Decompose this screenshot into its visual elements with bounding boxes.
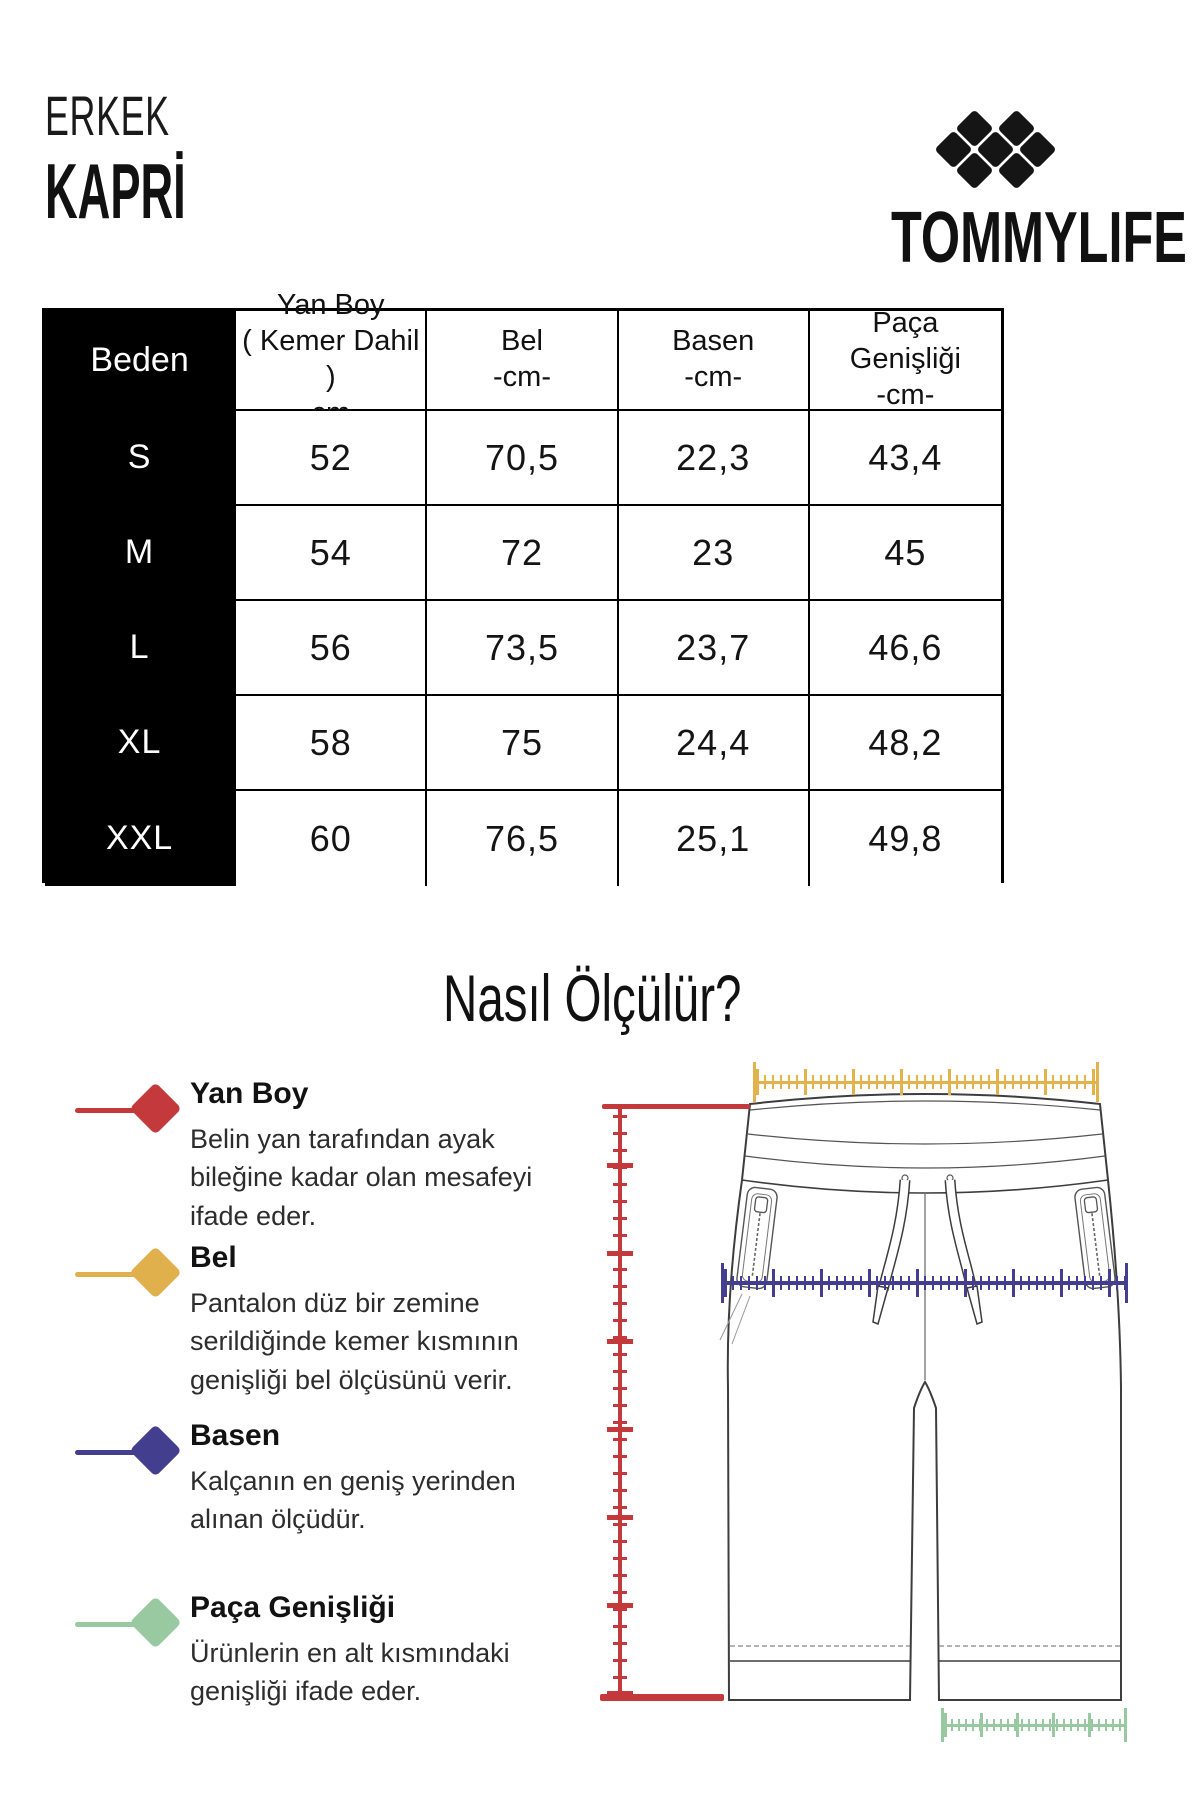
col-subtitle: ( Kemer Dahil ) <box>242 325 420 393</box>
size-cell <box>45 506 236 601</box>
diamond-grid-icon <box>935 110 1057 190</box>
value-cell <box>810 696 1001 791</box>
col-subtitle: Genişliği <box>849 343 961 376</box>
value-cell <box>427 696 618 791</box>
value-cell <box>427 411 618 506</box>
legend-item-yan-boy <box>75 1076 535 1235</box>
size-label: S <box>127 438 152 476</box>
value-cell <box>810 791 1001 886</box>
basen-value: 23 <box>692 531 735 573</box>
legend-item-bel <box>75 1240 535 1399</box>
ruler-yan-boy-top-line <box>602 1104 750 1109</box>
size-label: L <box>129 628 150 666</box>
value-cell <box>427 601 618 696</box>
legend-name: Yan Boy <box>190 1077 309 1110</box>
legend-text <box>190 1076 545 1235</box>
size-label: XL <box>117 723 162 761</box>
bel-value: 75 <box>500 721 544 763</box>
col-unit: -cm- <box>493 361 551 393</box>
size-cell <box>45 696 236 791</box>
measure-section-title <box>0 960 1185 1036</box>
size-cell <box>45 601 236 696</box>
value-cell <box>236 506 427 601</box>
bel-value: 70,5 <box>484 436 560 478</box>
size-cell <box>45 411 236 506</box>
header-cell-basen <box>619 311 810 411</box>
table-corner-cell <box>45 311 236 411</box>
value-cell <box>236 791 427 886</box>
ruler-paca-genisligi <box>941 1708 1127 1742</box>
category-title: ERKEK <box>45 84 170 147</box>
measure-title-text: Nasıl Ölçülür? <box>443 961 742 1035</box>
legend-description: Kalçanın en geniş yerinden alınan ölçüdür. <box>190 1466 516 1535</box>
legend-item-paca-genisligi <box>75 1590 535 1711</box>
col-title: Bel <box>501 325 543 358</box>
paca-value: 49,8 <box>868 817 943 859</box>
value-cell <box>619 696 810 791</box>
marker-diamond <box>129 1246 181 1298</box>
col-title: Basen <box>672 325 755 358</box>
corner-label: Beden <box>90 340 189 379</box>
bel-value: 76,5 <box>484 817 560 859</box>
diamond-marker-icon <box>75 1598 195 1654</box>
legend-name: Basen <box>190 1419 281 1452</box>
legend-name: Paça Genişliği <box>190 1591 396 1624</box>
col-title: Yan Boy <box>277 289 385 322</box>
page-header-left <box>45 84 288 235</box>
brand-name: TOMMYLIFE <box>891 198 1187 278</box>
header-cell-paca-genisligi <box>810 307 1001 411</box>
paca-value: 43,4 <box>868 436 943 478</box>
legend-text <box>190 1418 545 1539</box>
basen-value: 22,3 <box>676 436 751 478</box>
legend-name: Bel <box>190 1241 237 1274</box>
value-cell <box>810 506 1001 601</box>
brand-logo <box>846 110 1187 278</box>
header-cell-yan-boy <box>236 289 427 411</box>
value-cell <box>236 696 427 791</box>
value-cell <box>619 411 810 506</box>
bel-value: 73,5 <box>484 626 560 668</box>
basen-value: 24,4 <box>676 721 751 763</box>
value-cell <box>619 791 810 886</box>
col-title: Paça <box>872 307 939 340</box>
diamond-marker-icon <box>75 1084 195 1140</box>
value-cell <box>619 601 810 696</box>
ruler-yan-boy-bottom-bar <box>600 1694 724 1701</box>
value-cell <box>619 506 810 601</box>
paca-value: 45 <box>884 531 927 573</box>
legend-description: Belin yan tarafından ayak bileğine kadar olan mesafeyi ifade eder. <box>190 1124 533 1231</box>
yan-boy-value: 60 <box>309 817 352 859</box>
diamond-marker-icon <box>75 1426 195 1482</box>
marker-diamond <box>129 1082 181 1134</box>
ruler-yan-boy <box>607 1108 633 1696</box>
value-cell <box>810 411 1001 506</box>
value-cell <box>236 601 427 696</box>
col-unit: -cm- <box>876 378 935 411</box>
size-table <box>42 289 1004 883</box>
yan-boy-value: 56 <box>309 626 352 668</box>
legend-text <box>190 1240 575 1399</box>
diamond-marker-icon <box>75 1248 195 1304</box>
basen-value: 25,1 <box>676 817 751 859</box>
size-label: M <box>124 533 155 571</box>
yan-boy-value: 54 <box>309 531 352 573</box>
ruler-basen <box>721 1263 1128 1303</box>
value-cell <box>810 601 1001 696</box>
marker-diamond <box>129 1424 181 1476</box>
yan-boy-value: 58 <box>309 721 352 763</box>
product-title: KAPRİ <box>45 147 186 235</box>
legend-text <box>190 1590 545 1711</box>
value-cell <box>427 791 618 886</box>
basen-value: 23,7 <box>676 626 751 668</box>
value-cell <box>236 411 427 506</box>
size-cell <box>45 791 236 886</box>
legend-description: Pantalon düz bir zemine serildiğinde kemer kısmının genişliği bel ölçüsünü verir. <box>190 1288 519 1395</box>
paca-value: 48,2 <box>868 721 943 763</box>
value-cell <box>427 506 618 601</box>
yan-boy-value: 52 <box>309 436 352 478</box>
col-unit: -cm- <box>684 361 743 393</box>
legend-item-basen <box>75 1418 535 1539</box>
bel-value: 72 <box>500 531 544 573</box>
ruler-bel <box>753 1062 1099 1102</box>
marker-diamond <box>129 1596 181 1648</box>
header-cell-bel <box>427 311 618 411</box>
size-label: XXL <box>105 819 174 857</box>
paca-value: 46,6 <box>868 626 943 668</box>
legend-description: Ürünlerin en alt kısmındaki genişliği ifade eder. <box>190 1638 510 1707</box>
